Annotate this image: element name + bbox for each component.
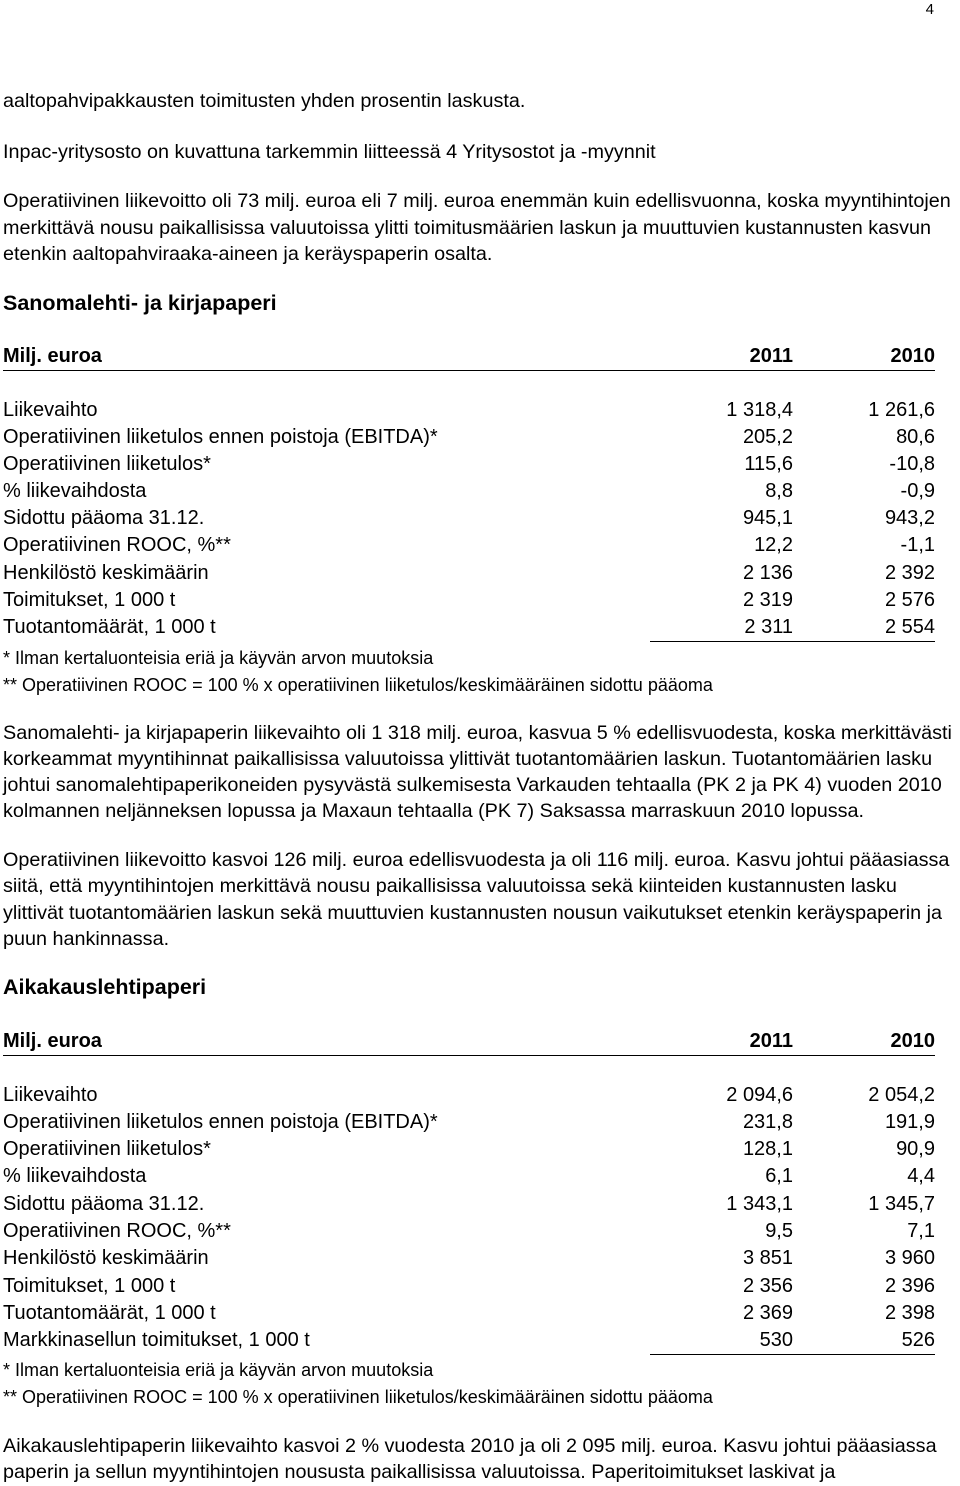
row-label: % liikevaihdosta xyxy=(3,480,147,503)
row-label: Tuotantomäärät, 1 000 t xyxy=(3,616,216,638)
row-label: Toimitukset, 1 000 t xyxy=(3,588,176,611)
row-label: Henkilöstö keskimäärin xyxy=(3,1247,209,1270)
value-current-year: 3 851 xyxy=(742,1247,793,1270)
table-header-row xyxy=(3,1029,935,1056)
paragraph-line: ylittivät tuotantomäärien laskun sekä muuttuvien kustannusten nousun vaikutukset etenkin keräyspaperin ja xyxy=(3,901,943,924)
table-row xyxy=(3,614,935,641)
table-row xyxy=(3,587,935,614)
table-row xyxy=(3,1245,935,1272)
table-row xyxy=(3,1109,935,1136)
paragraph-line: siitä, että myyntihintojen merkittävä nousu paikallisissa valuutoissa sekä kiinteiden kustannusten lasku xyxy=(3,875,897,898)
value-current-year: 1 343,1 xyxy=(726,1192,793,1215)
table-row xyxy=(3,424,935,451)
table-row xyxy=(3,532,935,559)
value-previous-year: -10,8 xyxy=(889,452,935,475)
row-label: Sidottu pääoma 31.12. xyxy=(3,1192,205,1215)
value-current-year: 128,1 xyxy=(742,1138,793,1161)
value-previous-year: -0,9 xyxy=(900,480,935,503)
row-label: % liikevaihdosta xyxy=(3,1165,147,1188)
value-previous-year: 2 576 xyxy=(884,588,935,611)
row-label: Liikevaihto xyxy=(3,398,98,421)
header-year-current: 2011 xyxy=(749,345,793,367)
value-previous-year: 7,1 xyxy=(907,1219,935,1242)
row-label: Liikevaihto xyxy=(3,1083,98,1106)
value-previous-year: -1,1 xyxy=(900,534,935,557)
paragraph-line: merkittävä nousu paikallisissa valuutoissa ylitti toimitusmäärien laskun ja muuttuvien kustannusten kasvun xyxy=(3,216,931,239)
value-previous-year: 3 960 xyxy=(884,1247,935,1270)
value-current-year: 2 369 xyxy=(742,1301,793,1324)
paragraph-line: Aikakauslehtipaperin liikevaihto kasvoi 2 % vuodesta 2010 ja oli 2 095 milj. euroa. Kasvu johtui pääasiassa xyxy=(3,1435,937,1457)
value-previous-year: 526 xyxy=(901,1329,935,1352)
footnotes xyxy=(3,1357,713,1410)
paragraph xyxy=(3,1433,937,1485)
table-row xyxy=(3,451,935,478)
value-current-year: 2 136 xyxy=(742,561,793,584)
financials-table xyxy=(3,397,935,642)
paragraph-line: Operatiivinen liikevoitto kasvoi 126 milj. euroa edellisvuodesta ja oli 116 milj. euroa. Kasvu johtui pääasiassa xyxy=(3,849,950,871)
table-bottom-rule xyxy=(650,641,935,643)
row-label: Operatiivinen liiketulos ennen poistoja (EBITDA)* xyxy=(3,425,438,448)
paragraph xyxy=(3,139,656,166)
row-label: Operatiivinen ROOC, %** xyxy=(3,1219,231,1242)
value-current-year: 2 319 xyxy=(742,588,793,611)
value-previous-year: 2 054,2 xyxy=(868,1083,935,1106)
footnote: * Ilman kertaluonteisia eriä ja käyvän arvon muutoksia xyxy=(3,1360,434,1380)
table-row xyxy=(3,1300,935,1327)
value-previous-year: 2 392 xyxy=(884,561,935,584)
header-year-previous: 2010 xyxy=(890,345,935,367)
table-row xyxy=(3,1163,935,1190)
value-current-year: 8,8 xyxy=(765,480,793,503)
value-previous-year: 80,6 xyxy=(896,425,935,448)
footnote: ** Operatiivinen ROOC = 100 % x operatiivinen liiketulos/keskimääräinen sidottu pääoma xyxy=(3,674,713,695)
value-current-year: 2 311 xyxy=(744,616,793,638)
paragraph xyxy=(3,188,951,268)
footnote: * Ilman kertaluonteisia eriä ja käyvän arvon muutoksia xyxy=(3,647,434,668)
paragraph-line: etenkin aaltopahviraaka-aineen ja keräyspaperin osalta. xyxy=(3,243,493,265)
table-row xyxy=(3,1327,935,1354)
row-label: Toimitukset, 1 000 t xyxy=(3,1274,176,1297)
paragraph-line: kolmannen neljänneksen lopussa ja Maxaun tehtaalla (PK 7) Saksassa marraskuun 2010 lopussa. xyxy=(3,800,864,822)
value-previous-year: 2 398 xyxy=(884,1301,935,1324)
paragraph-line: Operatiivinen liikevoitto oli 73 milj. euroa eli 7 milj. euroa enemmän kuin edellisvuonna, koska myyntihintojen xyxy=(3,190,951,212)
section-heading: Sanomalehti- ja kirjapaperi xyxy=(3,291,277,315)
value-current-year: 231,8 xyxy=(742,1110,793,1133)
section-heading: Aikakauslehtipaperi xyxy=(3,975,207,999)
table-row xyxy=(3,397,935,424)
table-row xyxy=(3,1082,935,1109)
paragraph xyxy=(3,720,952,824)
paragraph-line: paperin ja sellun myyntihintojen noususta paikallisissa valuutoissa. Paperitoimitukset laskivat ja xyxy=(3,1461,836,1483)
value-previous-year: 191,9 xyxy=(884,1110,935,1133)
row-label: Tuotantomäärät, 1 000 t xyxy=(3,1301,216,1324)
table-row xyxy=(3,1218,935,1245)
value-current-year: 1 318,4 xyxy=(726,398,793,421)
footnotes xyxy=(3,645,713,699)
value-previous-year: 2 396 xyxy=(884,1274,935,1297)
value-current-year: 115,6 xyxy=(744,452,793,475)
paragraph-line: Sanomalehti- ja kirjapaperin liikevaihto oli 1 318 milj. euroa, kasvua 5 % edellisvuodesta, koska merkittävästi xyxy=(3,722,952,744)
row-label: Operatiivinen liiketulos* xyxy=(3,452,211,475)
value-previous-year: 4,4 xyxy=(907,1165,935,1188)
value-current-year: 530 xyxy=(759,1329,793,1352)
paragraph-line: korkeammat myyntihinnat paikallisissa valuutoissa ylittivät tuotantomäärien laskun. Tuotantomäärien lasku xyxy=(3,748,933,770)
value-current-year: 9,5 xyxy=(765,1219,793,1242)
table-row xyxy=(3,1136,935,1163)
value-previous-year: 1 261,6 xyxy=(868,398,935,421)
value-current-year: 2 094,6 xyxy=(726,1083,793,1106)
table-row xyxy=(3,1191,935,1218)
row-label: Operatiivinen liiketulos* xyxy=(3,1138,211,1161)
paragraph-line: puun hankinnassa. xyxy=(3,927,170,950)
value-current-year: 2 356 xyxy=(742,1274,793,1297)
value-current-year: 6,1 xyxy=(765,1165,793,1188)
table-header-row xyxy=(3,344,935,371)
value-previous-year: 1 345,7 xyxy=(868,1192,935,1215)
row-label: Henkilöstö keskimäärin xyxy=(3,561,209,584)
table-row xyxy=(3,478,935,505)
value-current-year: 205,2 xyxy=(742,425,793,448)
value-previous-year: 90,9 xyxy=(896,1138,935,1161)
row-label: Operatiivinen liiketulos ennen poistoja (EBITDA)* xyxy=(3,1110,438,1133)
header-label: Milj. euroa xyxy=(3,345,102,367)
paragraph-line: Inpac-yritysosto on kuvattuna tarkemmin liitteessä 4 Yritysostot ja -myynnit xyxy=(3,141,656,163)
paragraph xyxy=(3,847,949,952)
page-number: 4 xyxy=(925,1,934,18)
header-year-current: 2011 xyxy=(749,1030,793,1052)
header-label: Milj. euroa xyxy=(3,1030,102,1052)
footnote: ** Operatiivinen ROOC = 100 % x operatiivinen liiketulos/keskimääräinen sidottu pääoma xyxy=(3,1386,713,1407)
row-label: Operatiivinen ROOC, %** xyxy=(3,534,231,557)
header-year-previous: 2010 xyxy=(890,1030,935,1052)
table-row xyxy=(3,1273,935,1300)
row-label: Sidottu pääoma 31.12. xyxy=(3,507,205,530)
table-bottom-rule xyxy=(650,1354,935,1356)
paragraph-line: aaltopahvipakkausten toimitusten yhden prosentin laskusta. xyxy=(3,90,526,112)
value-current-year: 945,1 xyxy=(742,507,793,530)
value-previous-year: 2 554 xyxy=(884,616,935,638)
value-current-year: 12,2 xyxy=(754,534,793,557)
paragraph xyxy=(3,88,525,115)
paragraph-line: johtui sanomalehtipaperikoneiden pysyvästä sulkemisesta Varkauden tehtaalla (PK 2 ja PK 4) vuoden 2010 xyxy=(3,774,942,796)
value-previous-year: 943,2 xyxy=(884,507,935,530)
table-row xyxy=(3,560,935,587)
financials-table xyxy=(3,1082,935,1355)
row-label: Markkinasellun toimitukset, 1 000 t xyxy=(3,1329,310,1352)
table-row xyxy=(3,505,935,532)
